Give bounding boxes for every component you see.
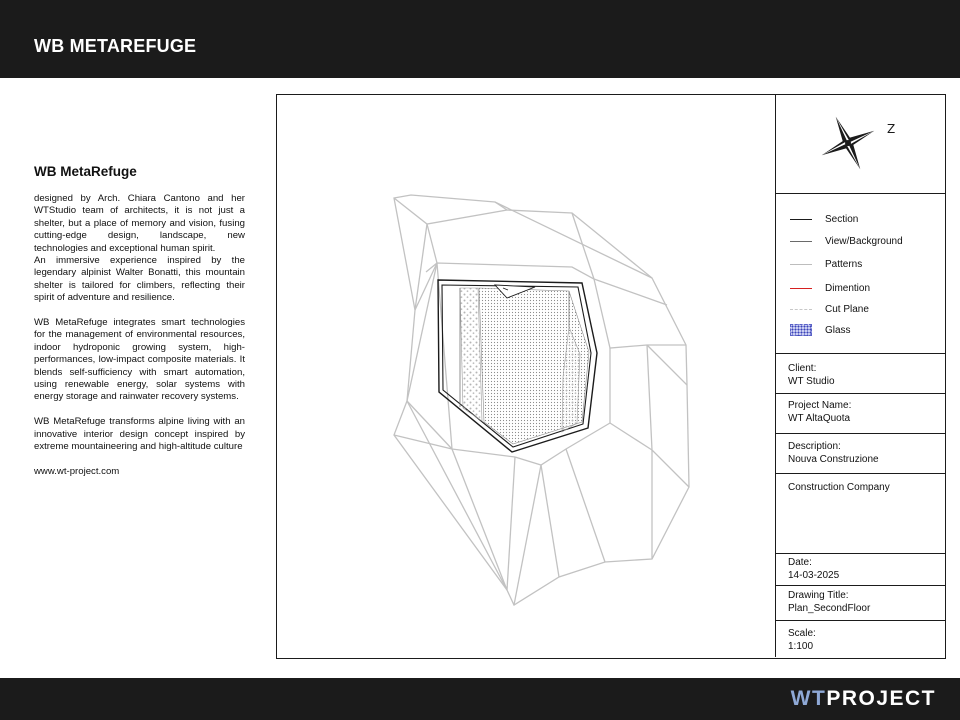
title-block	[775, 95, 945, 657]
project-name-label: Project Name:	[788, 400, 852, 411]
logo-project: PROJECT	[826, 687, 936, 710]
footer-bar	[0, 678, 960, 720]
north-label: Z	[887, 122, 896, 136]
logo-wt: WT	[790, 687, 827, 710]
construction-company-label: Construction Company	[788, 482, 890, 493]
drawing-title-cell	[776, 586, 946, 621]
description-heading: WB MetaRefuge	[34, 164, 137, 179]
north-arrow-icon	[776, 95, 946, 192]
legend-glass: Glass	[790, 323, 851, 337]
legend-patterns: Patterns	[790, 257, 862, 271]
construction-company-cell	[776, 474, 946, 554]
date-cell	[776, 554, 946, 586]
project-description	[34, 164, 245, 477]
description-paragraph-1: designed by Arch. Chiara Cantono and her WTStudio team of architects, it is not just a shelter, but a place of memory and vision, fusing cutting-edge design, landscape, new technologies and exceptional human spirit.	[34, 193, 245, 254]
floor-plan-drawing	[277, 95, 775, 657]
client-value: WT Studio	[788, 376, 835, 387]
legend-view-background: View/Background	[790, 234, 903, 248]
legend-section: Section	[790, 212, 858, 226]
description-paragraph-2: An immersive experience inspired by the legendary alpinist Walter Bonatti, this mountain shelter is tailored for climbers, reflecting their spirit of adventure and resilience.	[34, 255, 245, 304]
scale-value: 1:100	[788, 641, 814, 652]
description-value: Nouva Construzione	[788, 454, 879, 465]
drawing-title-value: Plan_SecondFloor	[788, 603, 871, 614]
project-name-cell	[776, 394, 946, 434]
client-cell	[776, 354, 946, 394]
glass-pattern-icon	[790, 324, 812, 336]
legend-dimention: Dimention	[790, 281, 870, 295]
description-paragraph-4: WB MetaRefuge transforms alpine living with an innovative interior design concept inspired by extreme mountaineering and high-altitude culture	[34, 416, 245, 453]
date-value: 14-03-2025	[788, 570, 840, 581]
description-paragraph-3: WB MetaRefuge integrates smart technologies for the management of environmental resources, indoor hydroponic growing system, high-performances, low-impact composite materials. It blends self-sufficiency with smart automation, using renewable energy, solar systems with energy storage and rainwater recovery systems.	[34, 317, 245, 403]
page-title: WB METAREFUGE	[34, 36, 197, 56]
interior-section	[438, 280, 597, 452]
compass-cell	[776, 95, 946, 194]
legend-cut-plane: Cut Plane	[790, 302, 869, 316]
description-label: Description:	[788, 441, 841, 452]
date-label: Date:	[788, 557, 812, 568]
client-label: Client:	[788, 363, 817, 374]
website-link[interactable]: www.wt-project.com	[34, 465, 120, 477]
legend-cell	[776, 194, 946, 354]
scale-label: Scale:	[788, 628, 816, 639]
drawing-title-label: Drawing Title:	[788, 590, 849, 601]
description-cell	[776, 434, 946, 474]
project-name-value: WT AltaQuota	[788, 413, 851, 424]
header-bar	[0, 0, 960, 78]
drawing-sheet	[276, 94, 946, 659]
wtproject-logo	[791, 687, 936, 711]
scale-cell	[776, 621, 946, 657]
